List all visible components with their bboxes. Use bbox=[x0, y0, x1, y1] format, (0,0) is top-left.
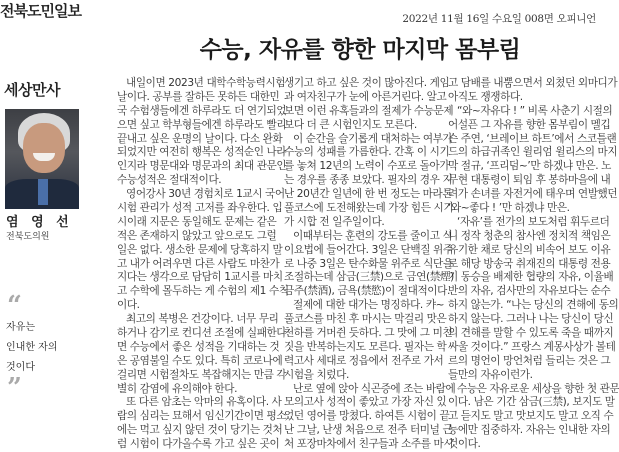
photo-tie bbox=[38, 179, 48, 205]
article-text-line: 짓을 반복하는지도 모른다. 필자는 학 bbox=[284, 340, 447, 353]
author-name: 염 영 선 bbox=[6, 215, 73, 230]
author-photo bbox=[5, 109, 79, 204]
article-text-line: 능에만 집중하자. 자유는 인내한 자의 bbox=[448, 424, 611, 437]
article-text-line: 하지 않는가. “나는 당신의 견해에 동의 bbox=[448, 299, 619, 312]
article-text-line: 니 정작 청춘의 참사엔 정치적 책임은 bbox=[448, 229, 611, 242]
close-quote-icon: ” bbox=[7, 373, 22, 403]
article-text-line: 반의 자유, 검사만의 자유보다는 순수 bbox=[448, 285, 611, 298]
article-text-line: 었던 영어를 망쳤다. 하여튼 시험이 끝 bbox=[284, 410, 450, 423]
article-text-line: 날이다. 공부를 잘하든 못하든 대한민 bbox=[117, 90, 280, 103]
article-text-line: 가 시합 전 일주일이다. bbox=[284, 215, 385, 228]
column-section-title: 세상만사 bbox=[4, 81, 60, 99]
open-quote-icon: “ bbox=[7, 291, 22, 321]
article-text-line: 하지 않는다. 그러나 나는 당신이 당신 bbox=[448, 313, 614, 326]
article-text-line: 과 여자친구가 눈에 아른거린다. 알고 bbox=[284, 90, 447, 103]
article-text-line: 기 동승을 배제한 협량의 자유, 이율배 bbox=[448, 271, 614, 284]
article-text-line: 이다. 남은 기간 삼금(三禁), 보지도 말 bbox=[448, 396, 615, 409]
article-text-line: 은 공염불일 수도 있다. 특히 코로나에 bbox=[117, 354, 283, 367]
article-text-line: 천하를 거머쥔 듯하다. 그 맛에 그 미친 bbox=[284, 327, 453, 340]
article-text-line: 슨 주연, ‘브레이브 하트’에서 스코틀랜 bbox=[448, 132, 617, 145]
article-text-line: 이요법에 들어간다. 3일은 단백질 위주 bbox=[284, 243, 453, 256]
article-text-line: 적은 존재하지 않았고 앞으로도 그럴 bbox=[117, 229, 277, 242]
article-text-line: 면 수능에서 좋은 성적을 기대하는 것 bbox=[117, 340, 280, 353]
article-text-line: 럼 시험이 다가올수록 가고 싶은 곳이 bbox=[117, 438, 280, 451]
article-text-line: 시이래 지문은 동일해도 문제는 같은 bbox=[117, 215, 277, 228]
article-text-line: 드의 하급귀족인 윌리엄 윌리스의 마지 bbox=[448, 146, 618, 159]
newspaper-logo: 전북도민일보 bbox=[0, 2, 81, 20]
article-text-line: 이때부터는 훈련의 강도를 줄이고 식 bbox=[293, 229, 453, 242]
article-text-line: 끝내고 싶은 운명의 날이다. 다소 완화 bbox=[117, 132, 283, 145]
article-text-line: 걸리면 시험절차도 복잡해지는 만큼 각 bbox=[117, 368, 287, 381]
article-text-line: 풀코스에 도전해왔는데 가장 힘든 시기 bbox=[284, 202, 454, 215]
article-text-line: 에는 먹고 싶지 않던 것이 당기는 것처 bbox=[117, 424, 283, 437]
article-text-line: 싸울 것이다.” 프랑스 계몽사상가 볼테 bbox=[448, 340, 616, 353]
article-text-line: 막 절규, ‘프리덤~’만 하겠냐 만은. 노 bbox=[448, 160, 612, 173]
article-text-line: 보다 더 큰 시험인지도 모른다. bbox=[284, 118, 417, 131]
article-text-line: 보면 이런 유혹들과의 절제가 수능문제 bbox=[284, 104, 454, 117]
article-text-line: 최고의 복병은 건강이다. 너무 무리 bbox=[126, 313, 279, 326]
article-text-line: 되었지만 여전히 행복은 성적순인 나라 bbox=[117, 146, 287, 159]
article-text-line: 금주(禁酒), 금욕(禁慾)이 절대적이다. bbox=[284, 285, 450, 298]
article-text-line: 난로 옆에 앉아 식곤증에 조는 바람에 bbox=[293, 382, 456, 395]
article-text-line: 인지라 명문대와 명문과의 최대 관문인 bbox=[117, 160, 287, 173]
article-text-line: 를 놓쳐 12년의 노력이 수포로 돌아가 bbox=[284, 160, 450, 173]
article-text-line: 것이다. bbox=[448, 438, 481, 451]
article-text-line: 조절하는데 삼금(三禁)으로 금연(禁煙) bbox=[284, 271, 454, 284]
article-text-line: 영어강사 30년 경험치로 1교시 국어 bbox=[126, 188, 285, 201]
pull-quote-line: 것이다 bbox=[6, 362, 35, 373]
article-text-line: 모의고사 성적이 좋았고 가장 자신 있 bbox=[284, 396, 447, 409]
article-text-line: 절제에 대한 대가는 명징하다. 캬~ bbox=[293, 299, 445, 312]
article-text-line: 지다는 생각으로 담담히 1교시를 마치 bbox=[117, 271, 283, 284]
article-text-line: 풀코스를 마친 후 마시는 막걸리 맛은 bbox=[284, 313, 447, 326]
article-column-2 bbox=[284, 77, 456, 452]
article-text-line: 수능의 성패를 가름한다. 간혹 이 시기 bbox=[284, 146, 450, 159]
article-text-line: 고 듣지도 말고 맛보지도 말고 오직 수 bbox=[448, 410, 614, 423]
article-text-line: “와~자유다 ! ” 비록 사춘기 시절의 bbox=[457, 104, 613, 117]
article-text-line: 생기고 하고 싶은 것이 많아진다. 게임 bbox=[284, 77, 450, 89]
pull-quote-line: 인내한 자의 bbox=[6, 342, 58, 353]
article-text-line: 는 경우를 종종 보았다. 필자의 경우 지 bbox=[284, 174, 453, 187]
article-text-line: 어설픈 그 자유를 향한 몸부림이 멜깁 bbox=[448, 118, 611, 131]
article-text-line: 하거나 감기로 컨디션 조절에 실패한다 bbox=[117, 327, 287, 340]
article-text-line: 고 담배를 내뿜으면서 외쳤던 외마디가 bbox=[448, 77, 618, 89]
article-text-line: 내일이면 2023년 대학수학능력시험 bbox=[126, 77, 286, 89]
article-text-line: 으면 싶고 학부형들에겐 하루라도 빨리 bbox=[117, 118, 287, 131]
article-column-3 bbox=[448, 77, 619, 452]
article-text-line: 난 그날, 난생 처음으로 전주 터미널 근 bbox=[284, 424, 453, 437]
article-text-line: 유기한 채로 당신의 비속어 보도 이유 bbox=[448, 243, 611, 256]
article-headline: 수능, 자유를 향한 마지막 몸부림 bbox=[199, 37, 521, 63]
article-text-line: 고 내가 어려우면 다른 사람도 마찬가 bbox=[117, 257, 280, 270]
article-text-line: 일은 없다. 생소한 문제에 당혹하지 말 bbox=[117, 243, 283, 256]
pull-quote-line: 자유는 bbox=[6, 322, 35, 333]
article-text-line: 또 다른 암초는 악마의 유혹이다. 사 bbox=[126, 396, 282, 409]
article-text-line: ‘와~좋다 ! ’만 하겠냐 만은. bbox=[448, 202, 570, 215]
article-text-line: 시험을 치렀다. bbox=[284, 368, 349, 381]
article-text-line: 람의 심리는 묘해서 임신기간이면 평소 bbox=[117, 410, 287, 423]
article-text-line: 난 20년간 일년에 한 번 정도는 마라톤 bbox=[284, 188, 453, 201]
article-text-line: 무현 대통령이 퇴임 후 봉하마을에 내 bbox=[448, 174, 611, 187]
photo-face bbox=[23, 123, 65, 173]
article-text-line: 시험 관리가 성적 고저를 좌우한다. 입 bbox=[117, 202, 283, 215]
article-text-line: 수능성적은 절대적이다. bbox=[117, 174, 222, 187]
article-text-line: 로 나중 3일은 탄수화물 위주로 식단을 bbox=[284, 257, 453, 270]
article-text-line: 의 견해를 말할 수 있도록 죽을 때까지 bbox=[448, 327, 614, 340]
article-text-line: 수능은 자유로운 세상을 향한 첫 관문 bbox=[457, 382, 619, 395]
article-text-line: 국 수험생들에겐 하루라도 더 연기되었 bbox=[117, 104, 287, 117]
article-text-line: 려가 손녀를 자전거에 태우며 연발했던 bbox=[448, 188, 618, 201]
dateline: 2022년 11월 16일 수요일 008면 오피니언 bbox=[402, 13, 596, 25]
article-text-line: 처 포장마차에서 친구들과 소주를 마시 bbox=[284, 438, 454, 451]
article-text-line: 르의 명언이 망언처럼 들리는 것은 그 bbox=[448, 354, 611, 367]
article-text-line: 력고사 세대로 정읍에서 전주로 가서 bbox=[284, 354, 444, 367]
article-text-line: 이다. bbox=[117, 299, 140, 312]
author-role: 전북도의원 bbox=[6, 232, 50, 242]
pull-quote bbox=[6, 318, 57, 378]
article-text-line: 들만의 자유이런가. bbox=[448, 368, 533, 381]
article-text-line: 별히 감염에 유의해야 한다. bbox=[117, 382, 238, 395]
article-text-line: ‘자유’를 전가의 보도처럼 휘두르더 bbox=[457, 215, 610, 228]
article-text-line: 고 수학에 몰두하는 게 수험의 제1 수칙 bbox=[117, 285, 289, 298]
article-text-line: 아직도 쟁쟁하다. bbox=[448, 90, 523, 103]
article-text-line: 이 순간을 슬기롭게 대처하는 여부가 bbox=[293, 132, 453, 145]
article-column-1 bbox=[117, 77, 289, 452]
article-text-line: 로 해당 방송국 취재진의 대통령 전용 bbox=[448, 257, 611, 270]
